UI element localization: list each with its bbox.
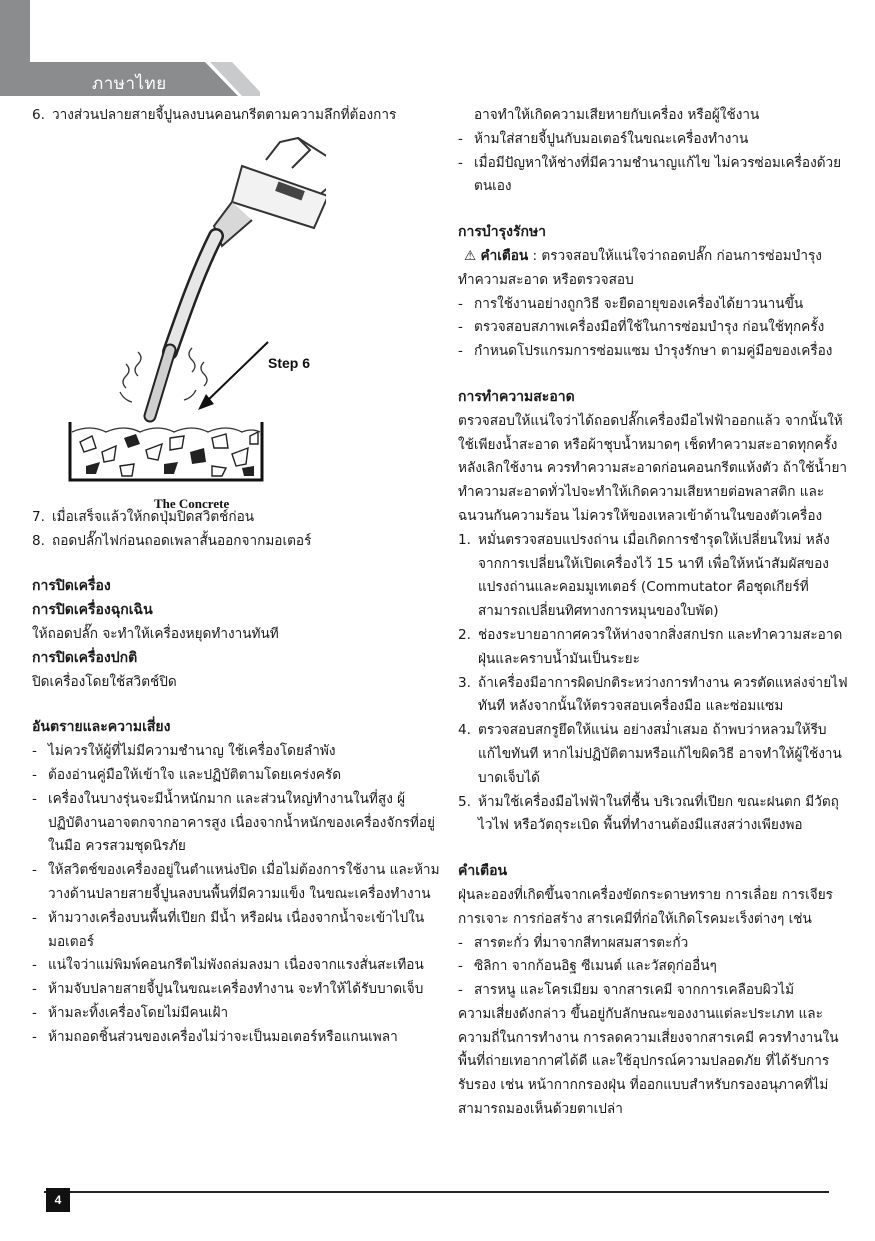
right-column [458, 104, 853, 1122]
cleaning-heading: การทำความสะอาด [458, 388, 575, 405]
shutdown-heading: การปิดเครื่อง [32, 578, 111, 595]
vibrator-drawing [66, 132, 326, 500]
warning-item: - สารตะกั่ว ที่มาจากสีทาผสมสารตะกั่ว [458, 934, 689, 951]
hazard-item: - ห้ามจับปลายสายจี้ปูนในขณะเครื่องทำงาน จะทำให้ได้รับบาดเจ็บ [32, 981, 424, 998]
cleaning-item: 4. ตรวจสอบสกรูยึดให้แน่น อย่างสม่ำเสมอ ถ้าพบว่าหลวมให้รีบแก้ไขทันที หากไม่ปฏิบัติตามหรือแก้ไขผิดวิธี อาจทำให้ผู้ใช้งานบาดเจ็บได้ [458, 722, 842, 786]
maintenance-item: - การใช้งานอย่างถูกวิธี จะยืดอายุของเครื่องได้ยาวนานขึ้น [458, 295, 804, 312]
footer-rule [44, 1191, 829, 1193]
cleaning-item: 5. ห้ามใช้เครื่องมือไฟฟ้าในที่ชื้น บริเวณที่เปียก ขณะฝนตก มีวัตถุไวไฟ หรือวัตถุระเบิด พื้นที่ทำงานต้องมีแสงสว่างเพียงพอ [458, 793, 839, 834]
warning-closing-text: ความเสี่ยงดังกล่าว ขึ้นอยู่กับลักษณะของงานแต่ละประเภท และความถี่ในการทำงาน การลดความเสี่ยงจากสารเคมี ควรทำงานในพื้นที่ถ่ายเทอากาศได้ดี และใช้อุปกรณ์ความปลอดภัย ที่ได้รับการรับรอง เช่น หน้ากากกรองฝุ่น ที่ออกแบบสำหรับกรองอนุภาคที่ไม่สามารถมองเห็นด้วยตาเปล่า [458, 1005, 839, 1118]
warning-triangle-icon: ⚠ [464, 247, 477, 264]
language-label: ภาษาไทย [92, 74, 167, 94]
hazard-item: - ห้ามวางเครื่องบนพื้นที่เปียก มีน้ำ หรือฝน เนื่องจากน้ำจะเข้าไปในมอเตอร์ [32, 909, 425, 950]
hazard-item: - ต้องอ่านคู่มือให้เข้าใจ และปฏิบัติตามโดยเคร่งครัด [32, 766, 342, 783]
warning-heading: คำเตือน [458, 863, 508, 880]
hazard-item: - เมื่อมีปัญหาให้ช่างที่มีความชำนาญแก้ไข ไม่ควรซ่อมเครื่องด้วยตนเอง [458, 154, 842, 195]
normal-shutdown-text: ปิดเครื่องโดยใช้สวิตช์ปิด [32, 673, 177, 690]
page-number: 4 [46, 1188, 70, 1212]
hazard-item: - ให้สวิตช์ของเครื่องอยู่ในตำแหน่งปิด เมื่อไม่ต้องการใช้งาน และห้ามวางด้านปลายสายจี้ปูนลงบนพื้นที่มีความแข็ง ในขณะเครื่องทำงาน [32, 862, 440, 902]
emergency-shutdown-text: ให้ถอดปลั๊ก จะทำให้เครื่องหยุดทำงานทันที [32, 625, 279, 642]
maintenance-heading: การบำรุงรักษา [458, 224, 547, 241]
normal-shutdown-heading: การปิดเครื่องปกติ [32, 649, 138, 666]
hazard-item: - เครื่องในบางรุ่นจะมีน้ำหนักมาก และส่วนใหญ่ทำงานในที่สูง ผู้ปฏิบัติงานอาจตกจากอาคารสูง เนื่องจากน้ำหนักของเครื่องจักรที่อยู่ในมือ ควรสวมชุดนิรภัย [32, 790, 436, 855]
step-6: 6. วางส่วนปลายสายจี้ปูนลงบนคอนกรีตตามความลึกที่ต้องการ [32, 107, 397, 123]
maintenance-warning: ⚠ คำเตือน : ตรวจสอบให้แน่ใจว่าถอดปลั๊ก ก่อนการซ่อมบำรุง ทำความสะอาด หรือตรวจสอบ [458, 247, 822, 288]
hazard-continued-text: อาจทำให้เกิดความเสียหายกับเครื่อง หรือผู้ใช้งาน [474, 107, 760, 123]
step-8: 8. ถอดปลั๊กไฟก่อนถอดเพลาสั้นออกจากมอเตอร์ [32, 532, 312, 549]
step-6-label: Step 6 [268, 354, 311, 371]
cleaning-text: ตรวจสอบให้แน่ใจว่าได้ถอดปลั๊กเครื่องมือไฟฟ้าออกแล้ว จากนั้นให้ใช้เพียงน้ำสะอาด หรือผ้าชุบน้ำหมาดๆ เช็ดทำความสะอาดทุกครั้งหลังเลิกใช้งาน ควรทำความสะอาดก่อนคอนกรีตแห้งตัว ถ้าใช้น้ำยาทำความสะอาดทั่วไปจะทำให้เกิดความเสียหายต่อพลาสติก และฉนวนกันความร้อน ไม่ควรให้ของเหลวเข้าด้านในของตัวเครื่อง [458, 412, 848, 524]
hazards-heading: อันตรายและความเสี่ยง [32, 719, 171, 736]
warning-text: ฝุ่นละอองที่เกิดขึ้นจากเครื่องขัดกระดาษทราย การเลื่อย การเจียร การเจาะ การก่อสร้าง สารเคมีที่ก่อให้เกิดโรคมะเร็งต่างๆ เช่น [458, 886, 833, 927]
step-7: 7. เมื่อเสร็จแล้วให้กดปุ่มปิดสวิตช์ก่อน [32, 508, 255, 525]
cleaning-item: 3. ถ้าเครื่องมีอาการผิดปกติระหว่างการทำงาน ควรตัดแหล่งจ่ายไฟทันที หลังจากนั้นให้ตรวจสอบเครื่องมือ และซ่อมแซม [458, 674, 848, 715]
warning-item: - ซิลิกา จากก้อนอิฐ ซีเมนต์ และวัสดุก่ออื่นๆ [458, 958, 717, 975]
hazard-item: - แน่ใจว่าแม่พิมพ์คอนกรีตไม่พังถล่มลงมา เนื่องจากแรงสั่นสะเทือน [32, 957, 424, 974]
maintenance-item: - กำหนดโปรแกรมการซ่อมแซม บำรุงรักษา ตามคู่มือของเครื่อง [458, 343, 833, 360]
vibrator-illustration [66, 132, 326, 511]
left-column [32, 104, 440, 1050]
maintenance-item: - ตรวจสอบสภาพเครื่องมือที่ใช้ในการซ่อมบำรุง ก่อนใช้ทุกครั้ง [458, 319, 825, 336]
emergency-shutdown-heading: การปิดเครื่องฉุกเฉิน [32, 602, 153, 619]
hazard-item: - ห้ามละทิ้งเครื่องโดยไม่มีคนเฝ้า [32, 1004, 229, 1021]
cleaning-item: 2. ช่องระบายอากาศควรให้ห่างจากสิ่งสกปรก และทำความสะอาดฝุ่นและคราบน้ำมันเป็นระยะ [458, 626, 843, 667]
hazard-item: - ไม่ควรให้ผู้ที่ไม่มีความชำนาญ ใช้เครื่องโดยลำพัง [32, 743, 336, 760]
cleaning-item: 1. หมั่นตรวจสอบแปรงถ่าน เมื่อเกิดการชำรุดให้เปลี่ยนใหม่ หลังจากการเปลี่ยนให้เปิดเครื่องไว้ 15 นาที เพื่อให้หน้าสัมผัสของแปรงถ่านและคอมมูเทเตอร์ (Commutator คือชุดเกียร์ที่สามารถเปลี่ยนทิศทางการหมุนของใบพัด) [458, 531, 830, 620]
hazard-item: - ห้ามใส่สายจี้ปูนกับมอเตอร์ในขณะเครื่องทำงาน [458, 130, 749, 147]
header-bar [0, 0, 260, 96]
concrete-caption: The Concrete [154, 495, 230, 511]
hazard-item: - ห้ามถอดชิ้นส่วนของเครื่องไม่ว่าจะเป็นมอเตอร์หรือแกนเพลา [32, 1028, 398, 1045]
warning-item: - สารหนู และโครเมียม จากสารเคมี จากการเคลือบผิวไม้ [458, 982, 795, 999]
